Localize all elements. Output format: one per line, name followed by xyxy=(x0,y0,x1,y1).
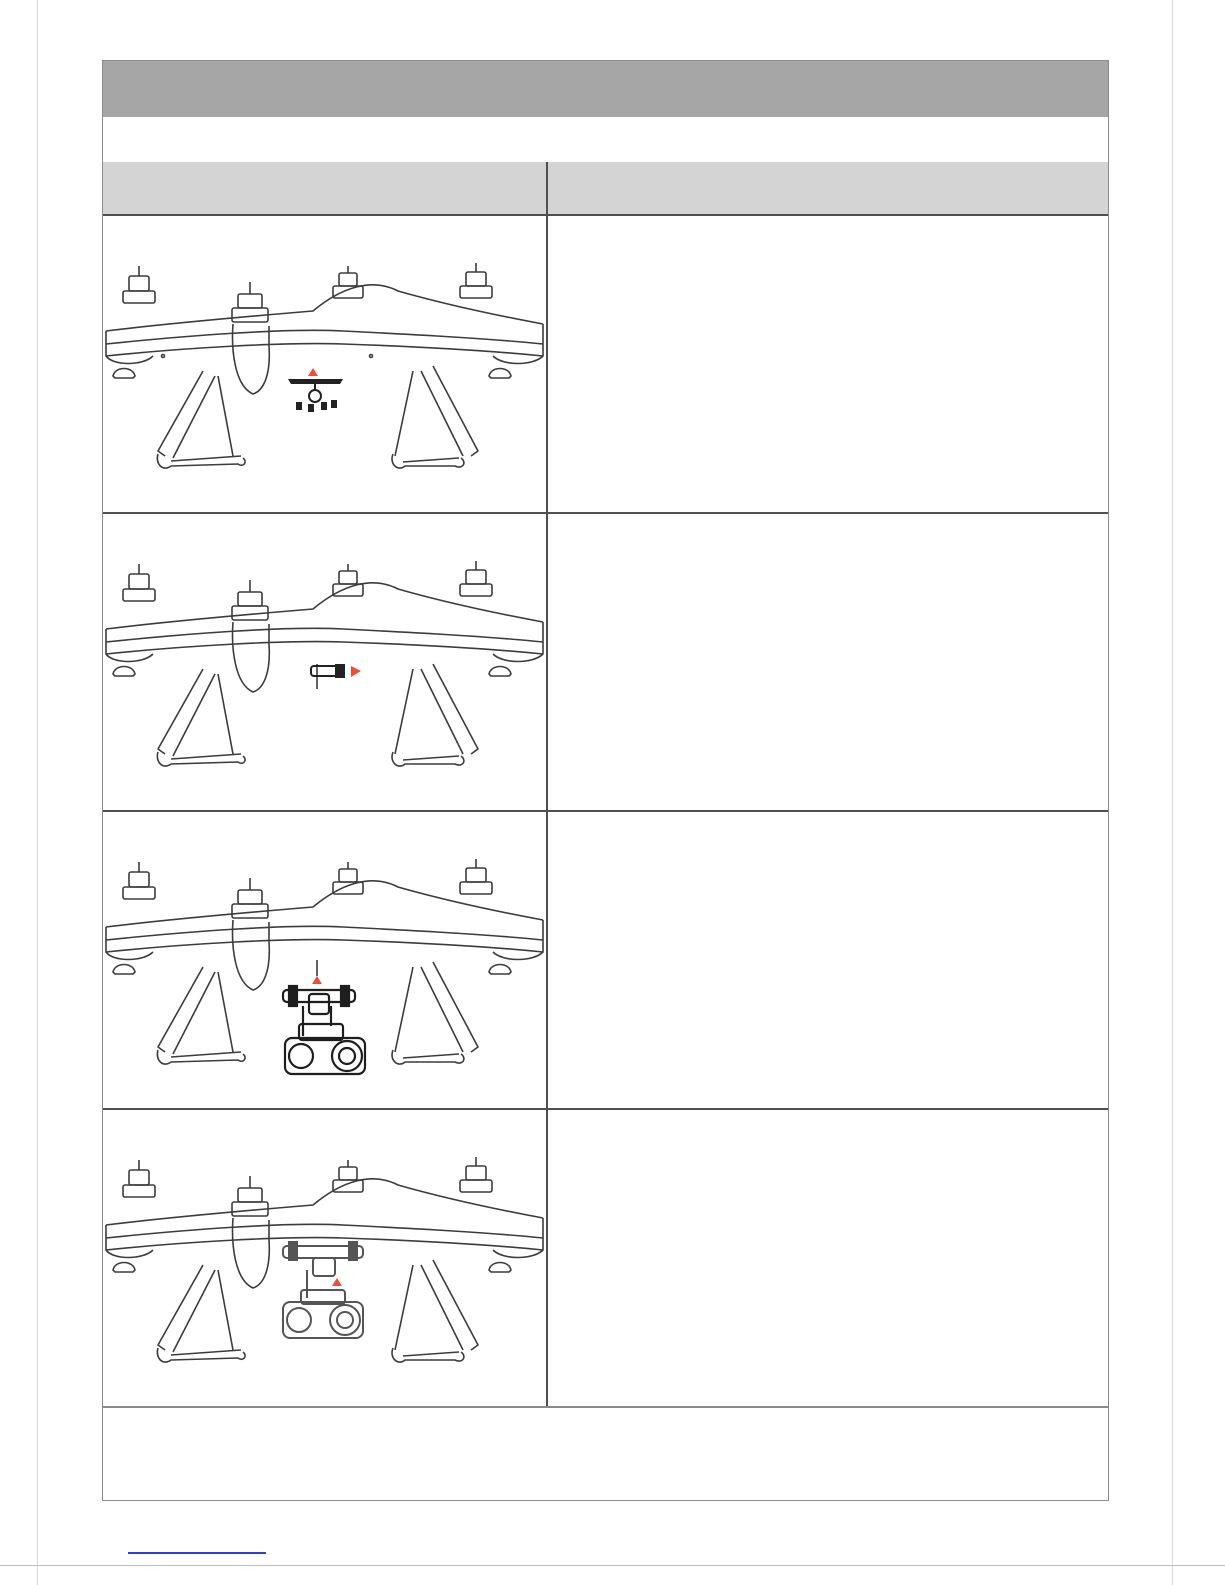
step-1-description xyxy=(548,216,1108,512)
step-2-illustration xyxy=(103,514,548,810)
page-margin-right xyxy=(1172,0,1173,1585)
step-1-illustration xyxy=(103,216,548,512)
gimbal-camera-illustration xyxy=(283,1242,363,1338)
page-margin-left xyxy=(37,0,38,1585)
red-arrow-icon xyxy=(308,368,318,376)
step-2-description xyxy=(548,514,1108,810)
footer-link-underline xyxy=(128,1552,266,1554)
column-header-description xyxy=(548,162,1108,214)
step-4-illustration xyxy=(103,1110,548,1406)
footnote-text xyxy=(110,1418,1100,1494)
table-row xyxy=(103,216,1108,514)
red-arrow-icon xyxy=(332,1278,342,1286)
table-header xyxy=(103,162,1108,216)
column-header-illustration xyxy=(103,162,548,214)
intro-text xyxy=(110,120,1100,158)
red-arrow-icon xyxy=(351,666,361,677)
section-title-bar xyxy=(103,61,1108,117)
table-row xyxy=(103,514,1108,812)
step-3-description xyxy=(548,812,1108,1108)
page-bottom-rule xyxy=(0,1565,1225,1566)
step-3-illustration xyxy=(103,812,548,1108)
step-4-description xyxy=(548,1110,1108,1406)
table-row xyxy=(103,1110,1108,1408)
red-arrow-icon xyxy=(312,976,322,984)
gimbal-camera-illustration xyxy=(283,986,365,1074)
instruction-table xyxy=(103,162,1108,1408)
table-row xyxy=(103,812,1108,1110)
